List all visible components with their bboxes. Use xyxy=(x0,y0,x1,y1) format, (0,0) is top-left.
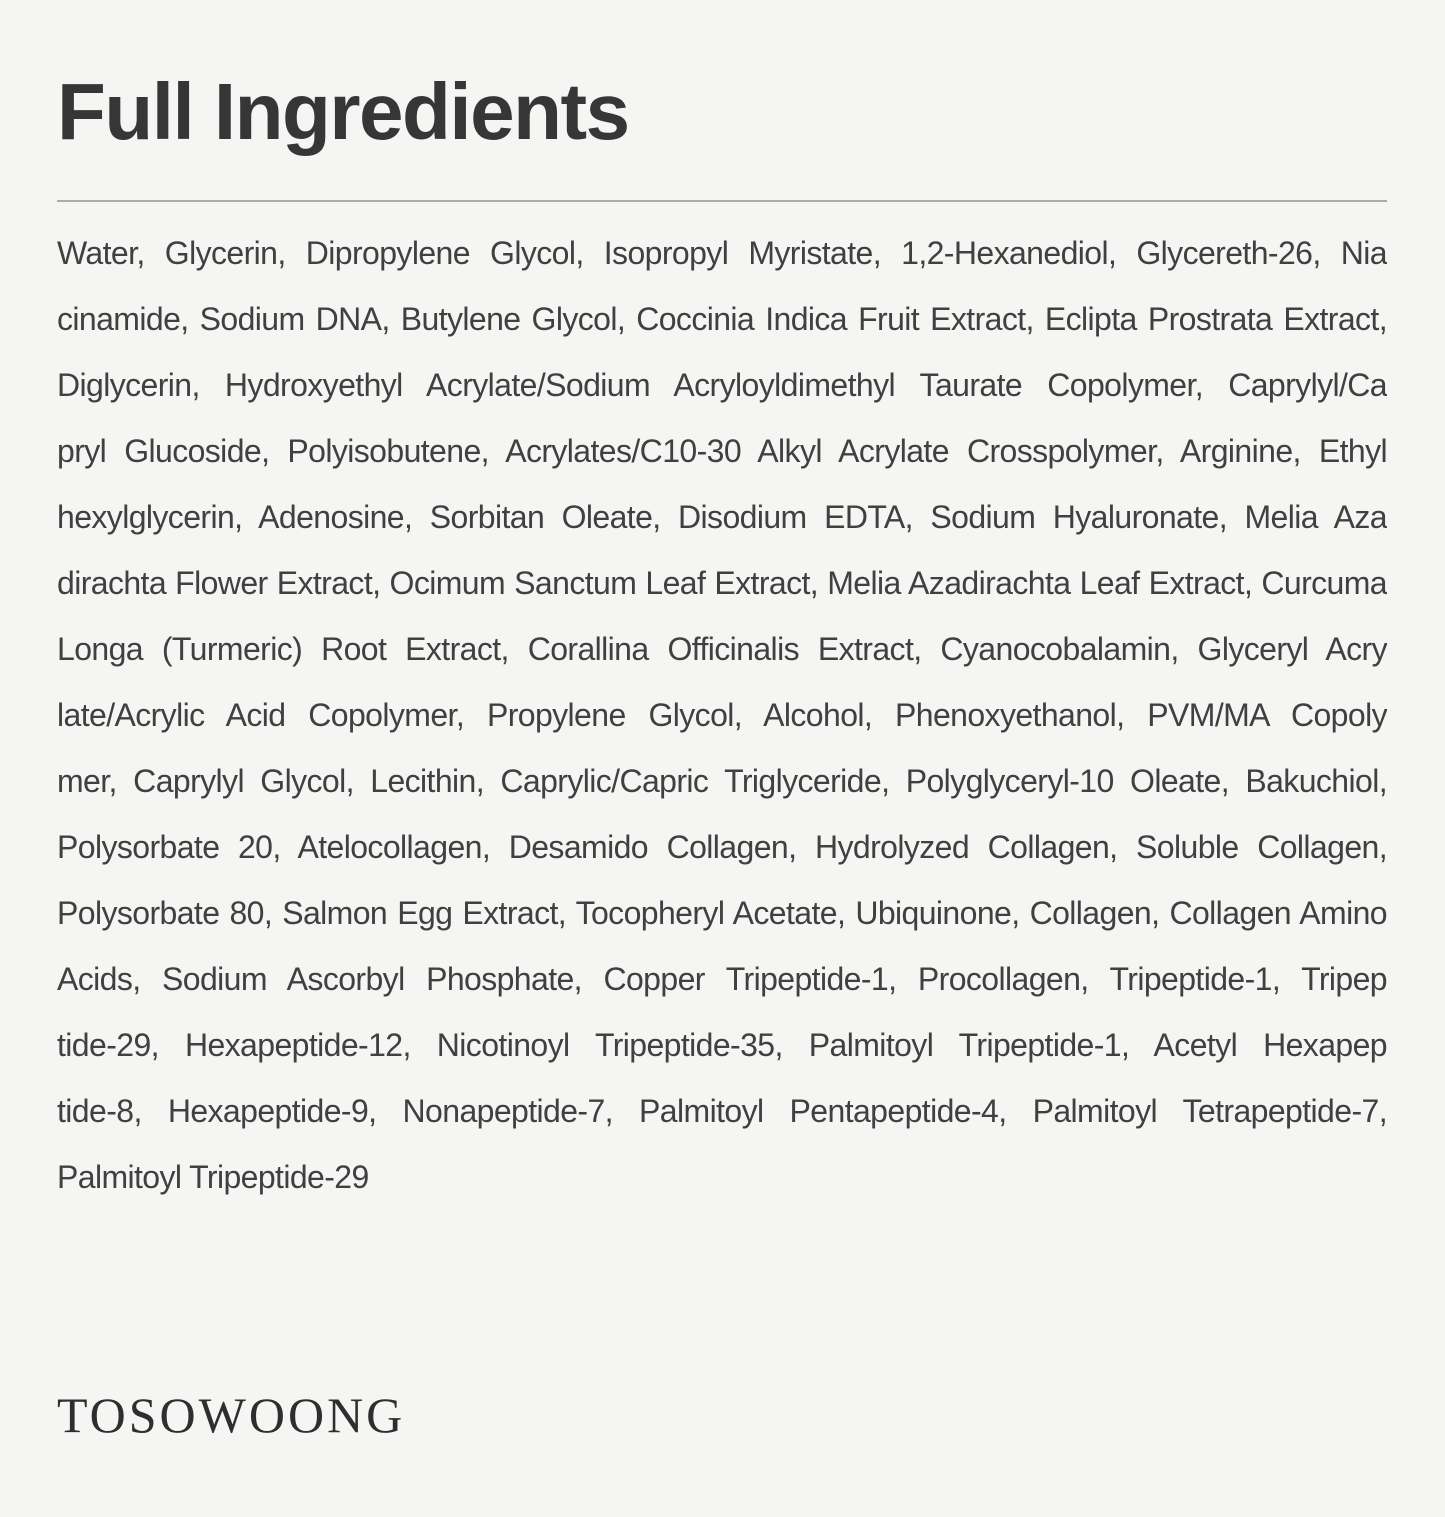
ingredients-line: cinamide, Sodium DNA, Butylene Glycol, Coccinia Indica Fruit Extract, Eclipta Prostrata Extract, xyxy=(57,301,1387,337)
ingredients-line: Acids, Sodium Ascorbyl Phosphate, Copper Tripeptide-1, Procollagen, Tripeptide-1, Tripep xyxy=(57,961,1387,997)
ingredients-line: Longa (Turmeric) Root Extract, Corallina Officinalis Extract, Cyanocobalamin, Glyceryl Acry xyxy=(57,631,1387,667)
divider-line xyxy=(57,200,1387,202)
ingredients-line: mer, Caprylyl Glycol, Lecithin, Caprylic/Capric Triglyceride, Polyglyceryl-10 Oleate, Bakuchiol, xyxy=(57,763,1387,799)
ingredients-paragraph xyxy=(57,220,1387,1210)
ingredients-line: hexylglycerin, Adenosine, Sorbitan Oleate, Disodium EDTA, Sodium Hyaluronate, Melia Aza xyxy=(57,499,1387,535)
page-title: Full Ingredients xyxy=(57,67,629,156)
ingredients-line: dirachta Flower Extract, Ocimum Sanctum Leaf Extract, Melia Azadirachta Leaf Extract, Curcuma xyxy=(57,565,1387,601)
ingredients-line: pryl Glucoside, Polyisobutene, Acrylates/C10-30 Alkyl Acrylate Crosspolymer, Arginine, Ethyl xyxy=(57,433,1387,469)
ingredients-panel xyxy=(0,67,1445,1517)
ingredients-line: Diglycerin, Hydroxyethyl Acrylate/Sodium Acryloyldimethyl Taurate Copolymer, Caprylyl/Ca xyxy=(57,367,1387,403)
ingredients-line: Palmitoyl Tripeptide-29 xyxy=(57,1159,369,1195)
ingredients-line: late/Acrylic Acid Copolymer, Propylene Glycol, Alcohol, Phenoxyethanol, PVM/MA Copoly xyxy=(57,697,1387,733)
ingredients-line: Polysorbate 80, Salmon Egg Extract, Tocopheryl Acetate, Ubiquinone, Collagen, Collagen Amino xyxy=(57,895,1387,931)
ingredients-line: Polysorbate 20, Atelocollagen, Desamido Collagen, Hydrolyzed Collagen, Soluble Collagen, xyxy=(57,829,1387,865)
brand-logo: TOSOWOONG xyxy=(57,1387,406,1443)
ingredients-line: tide-29, Hexapeptide-12, Nicotinoyl Tripeptide-35, Palmitoyl Tripeptide-1, Acetyl Hexapep xyxy=(57,1027,1387,1063)
ingredients-line: Water, Glycerin, Dipropylene Glycol, Isopropyl Myristate, 1,2-Hexanediol, Glycereth-26, Nia xyxy=(57,235,1387,271)
ingredients-line: tide-8, Hexapeptide-9, Nonapeptide-7, Palmitoyl Pentapeptide-4, Palmitoyl Tetrapeptide-7, xyxy=(57,1093,1387,1129)
